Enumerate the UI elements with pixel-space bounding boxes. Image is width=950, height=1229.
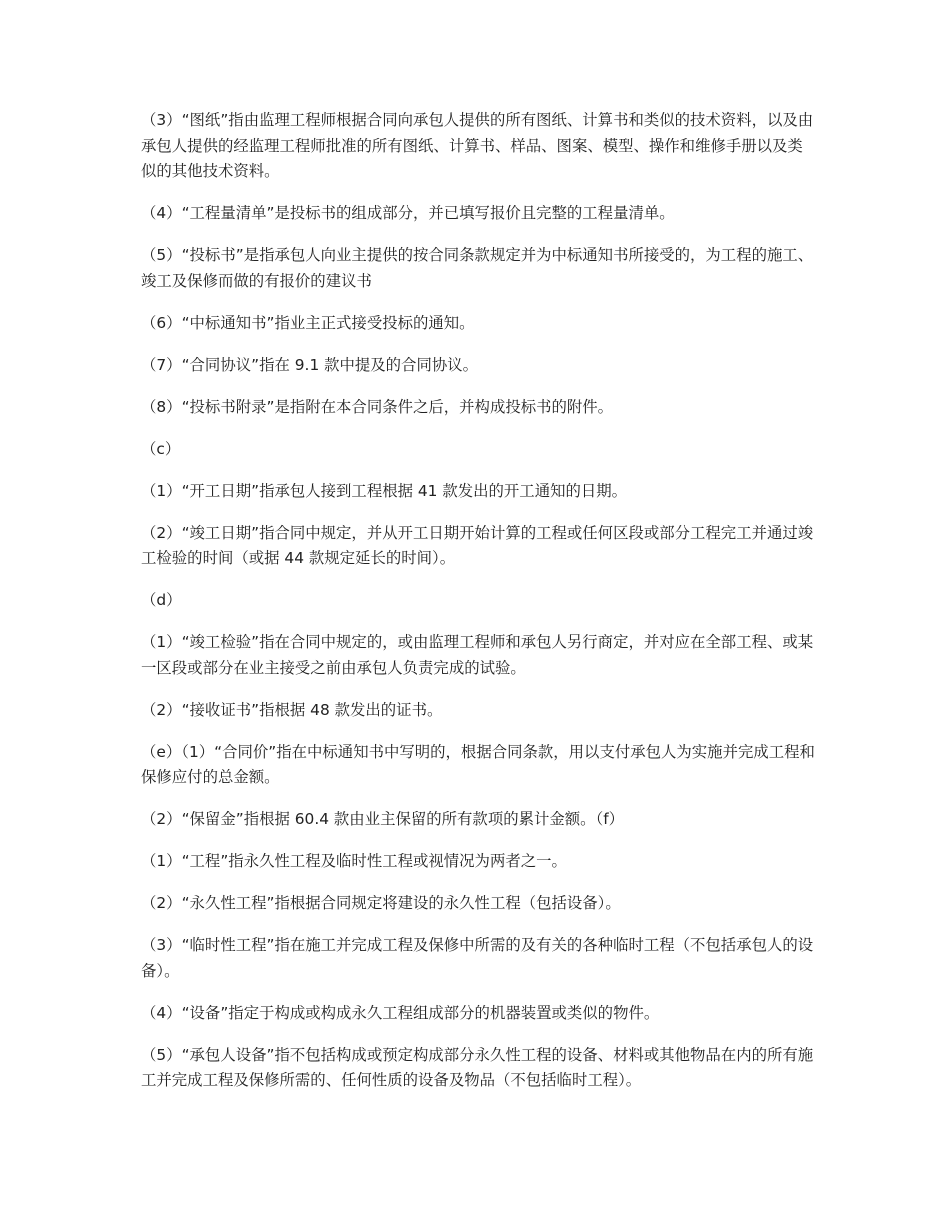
clause-letter-of-acceptance: （6）“中标通知书”指业主正式接受投标的通知。 <box>141 313 475 332</box>
document-page <box>141 108 816 1110</box>
clause-taking-over-certificate: （2）“接收证书”指根据 48 款发出的证书。 <box>141 700 443 719</box>
clause-permanent-works: （2）“永久性工程”指根据合同规定将建设的永久性工程（包括设备）。 <box>141 894 621 912</box>
clause-tests-on-completion: （1）“竣工检验”指在合同中规定的，或由监理工程师和承包人另行商定，并对应在全部工程、或某一区段或部分在业主接受之前由承包人负责完成的试验。 <box>141 633 814 677</box>
clause-contract-agreement: （7）“合同协议”指在 9.1 款中提及的合同协议。 <box>141 355 479 374</box>
clause-temporary-works: （3）“临时性工程”指在施工并完成工程及保修中所需的及有关的各种临时工程（不包括承包人的设备）。 <box>141 936 814 980</box>
clause-works: （1）“工程”指永久性工程及临时性工程或视情况为两者之一。 <box>141 852 567 870</box>
section-heading-d: （d） <box>141 591 182 609</box>
section-heading-c: （c） <box>141 439 181 458</box>
clause-appendix-to-tender: （8）“投标书附录”是指附在本合同条件之后，并构成投标书的附件。 <box>141 397 614 416</box>
clause-bill-of-quantities: （4）“工程量清单”是投标书的组成部分，并已填写报价且完整的工程量清单。 <box>141 204 675 222</box>
clause-contract-price: （e）（1）“合同价”指在中标通知书中写明的，根据合同条款，用以支付承包人为实施并完成工程和保修应付的总金额。 <box>141 742 815 786</box>
clause-drawings: （3）“图纸”指由监理工程师根据合同向承包人提供的所有图纸、计算书和类似的技术资料，以及由承包人提供的经监理工程师批准的所有图纸、计算书、样品、图案、模型、操作和维修手册以及类似的其他技术资料。 <box>141 111 814 180</box>
clause-plant: （4）“设备”指定于构成或构成永久工程组成部分的机器装置或类似的物件。 <box>141 1003 660 1022</box>
clause-contractors-equipment: （5）“承包人设备”指不包括构成或预定构成部分永久性工程的设备、材料或其他物品在内的所有施工并完成工程及保修所需的、任何性质的设备及物品（不包括临时工程）。 <box>141 1045 814 1089</box>
clause-commencement-date: （1）“开工日期”指承包人接到工程根据 41 款发出的开工通知的日期。 <box>141 481 628 500</box>
clause-completion-date: （2）“竣工日期”指合同中规定，并从开工日期开始计算的工程或任何区段或部分工程完工并通过竣工检验的时间（或据 44 款规定延长的时间）。 <box>141 523 814 567</box>
clause-tender: （5）“投标书”是指承包人向业主提供的按合同条款规定并为中标通知书所接受的，为工程的施工、竣工及保修而做的有报价的建议书 <box>141 246 814 290</box>
clause-retention-money: （2）“保留金”指根据 60.4 款由业主保留的所有款项的累计金额。（f） <box>141 810 625 828</box>
